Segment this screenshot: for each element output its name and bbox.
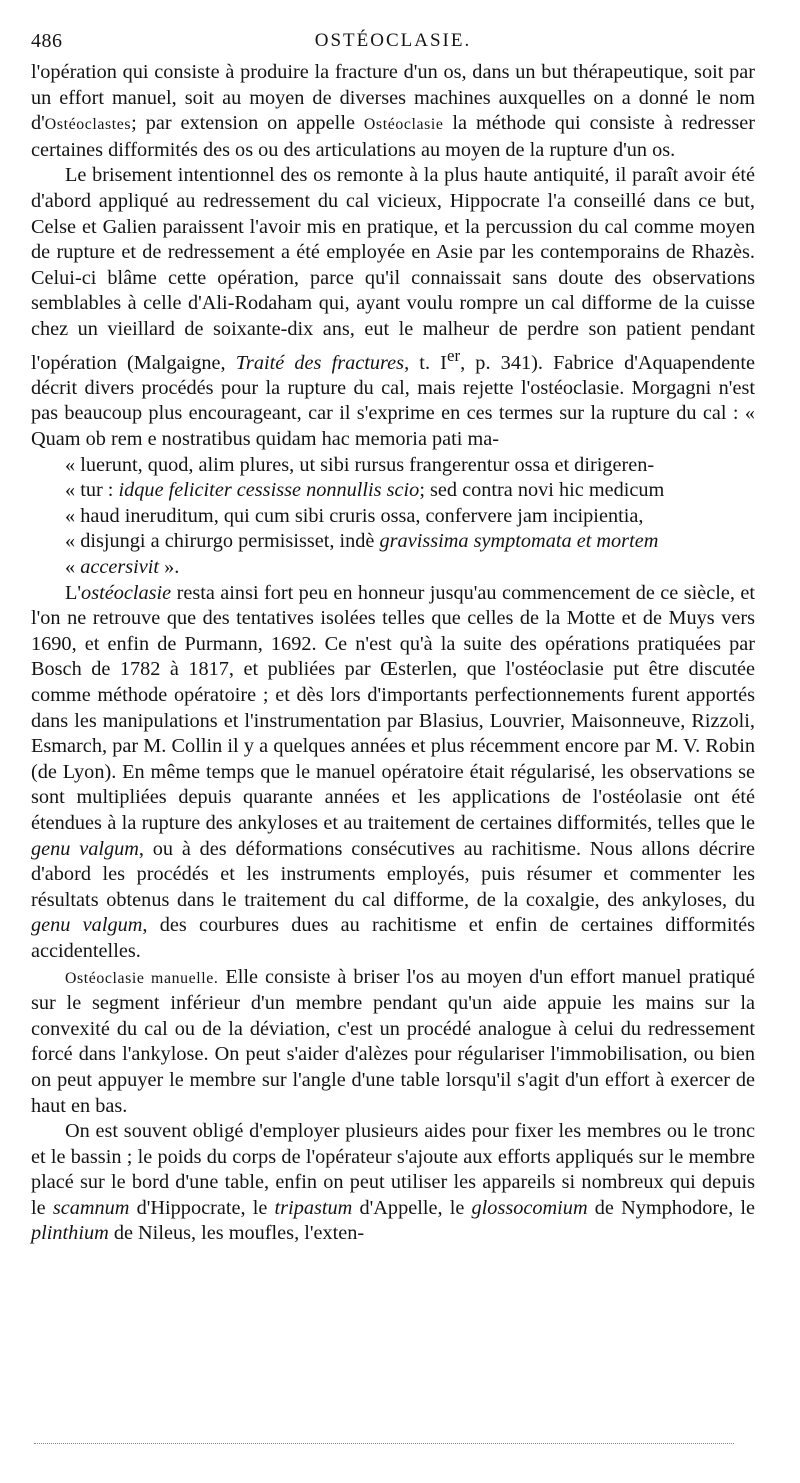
- text-run: l'opération qui consiste à produire la fracture d'un os, dans un but thérapeutique, soit par un effort manuel, soit au moyen de diverses machines auxquelles on a donné le nom d': [31, 61, 755, 135]
- paragraph-manual-method: [31, 965, 755, 1120]
- quote-line: « accersivit ».: [65, 556, 180, 579]
- page-number: 486: [31, 30, 63, 52]
- term-italic: genu valgum: [31, 837, 139, 860]
- term-italic: glossocomium: [471, 1196, 588, 1219]
- superscript: er: [446, 345, 461, 365]
- book-title: Traité des fractures: [235, 351, 405, 374]
- term-italic: ostéoclasie: [81, 581, 172, 604]
- quote-line: « haud ineruditum, qui cum sibi cruris ossa, confervere jam incipientia,: [65, 504, 644, 527]
- quote-line: « luerunt, quod, alim plures, ut sibi rursus frangerentur ossa et dirigeren-: [65, 453, 655, 476]
- quote-line: « tur : idque feliciter cessisse nonnullis scio; sed contra novi hic medicum: [65, 479, 665, 502]
- text-run: , t. I: [404, 351, 447, 374]
- text-run: la méthode qui consiste à redresser certaines difformités des os ou des articulations au moyen de la rupture d'un os.: [31, 112, 755, 161]
- text-run: L': [65, 581, 82, 604]
- paragraph-development: [31, 581, 755, 965]
- term-italic: plinthium: [31, 1222, 109, 1245]
- section-heading: Ostéoclasie manuelle.: [65, 969, 219, 987]
- quote-line: « disjungi a chirurgo permisisset, indè gravissima symptomata et mortem: [65, 530, 659, 553]
- text-run: d'Hippocrate, le: [129, 1196, 275, 1219]
- paragraph-history: [31, 163, 755, 580]
- text-run: resta ainsi fort peu en honneur jusqu'au commencement de ce siècle, et l'on ne retrouve que des tentatives isolées telles que celles de la Motte et de Muys vers 1690, et enfin de Purmann, 1692. Ce n'est qu'à la suite des opérations pratiquées par Bosch de 1782 à 1817, et publiées par Œsterlen, que l'ostéoclasie put être discutée comme méthode opératoire ; et dès lors d'importants perfectionnements furent apportés dans les manipulations et l'instrumentation par Blasius, Louvrier, Maisonneuve, Rizzoli, Esmarch, par M. Collin il y a quelques années et plus récemment encore par M. V. Robin (de Lyon). En même temps que le manuel opératoire était régularisé, les observations se sont multipliées depuis quarante années et les applications de l'ostéolasie ont été étendues à la rupture des ankyloses et au traitement de certaines difformités, telles que le: [31, 581, 755, 834]
- page-body: [31, 60, 755, 1247]
- text-run: , p. 341). Fabrice d'Aquapendente décrit divers procédés pour la rupture du cal, mais rejette l'ostéoclasie. Morgagni n'est pas beaucoup plus encourageant, car il s'exprime en ces termes sur la rupture du cal : « Quam ob rem e nostratibus quidam hac memoria pati ma-: [31, 351, 755, 451]
- text-run: Le brisement intentionnel des os remonte à la plus haute antiquité, il paraît avoir été d'abord appliqué au redressement du cal vicieux, Hippocrate l'a conseillé dans ce but, Celse et Galien paraissent l'avoir mis en pratique, et la percussion du cal comme moyen de rupture et de redressement a été employée en Asie par les contemporains de Rhazès. Celui-ci blâme cette opération, parce qu'il connaissait sans doute des observations semblables à celle d'Ali-Rodaham qui, ayant voulu rompre un cal difforme de la cuisse chez un vieillard de soixante-dix ans, eut le malheur de perdre son patient pendant l'opération (Malgaigne,: [31, 164, 755, 374]
- book-page: [31, 30, 755, 1247]
- paragraph-apparatus: [31, 1119, 755, 1247]
- term-italic: tripastum: [274, 1196, 353, 1219]
- text-run: de Nileus, les moufles, l'exten-: [108, 1222, 365, 1245]
- footer-rule: [34, 1443, 734, 1444]
- term-italic: genu valgum: [31, 914, 143, 937]
- text-run: Elle consiste à briser l'os au moyen d'un effort manuel pratiqué sur le segment inférieur d'un membre pendant qu'un aide appuie les mains sur la convexité du cal ou de la déviation, c'est un procédé analogue à celui du redressement forcé dans l'ankylose. On peut s'aider d'alèzes pour régulariser l'immobilisation, ou bien on peut appuyer le membre sur l'angle d'une table lorsqu'il s'agit d'un effort à exercer de haut en bas.: [31, 965, 755, 1117]
- running-title: OSTÉOCLASIE.: [314, 30, 472, 51]
- latin-italic: accersivit: [80, 556, 160, 579]
- paragraph-intro: [31, 60, 755, 163]
- page-header: [31, 30, 755, 60]
- term-small-caps: Ostéoclastes: [44, 116, 132, 134]
- text-run: On est souvent obligé d'employer plusieurs aides pour fixer les membres ou le tronc et le bassin ; le poids du corps de l'opérateur s'ajoute aux efforts appliqués sur le membre placé sur le bord d'une table, enfin on peut utiliser les appareils si nombreux qui depuis le: [31, 1120, 755, 1219]
- text-run: de Nymphodore, le: [587, 1196, 755, 1219]
- text-run: d'Appelle, le: [352, 1196, 472, 1219]
- text-run: , ou à des déformations consécutives au rachitisme. Nous allons décrire d'abord les procédés et les instruments employés, puis résumer et commenter les résultats obtenus dans le traitement du cal difforme, de la coxalgie, des ankyloses, du: [31, 837, 756, 911]
- term-small-caps: Ostéoclasie: [363, 116, 444, 134]
- latin-italic: gravissima symptomata et mortem: [379, 530, 659, 553]
- text-run: ; par extension on appelle: [131, 112, 364, 135]
- latin-italic: idque feliciter cessisse nonnullis scio: [118, 479, 420, 502]
- text-run: , des courbures dues au rachitisme et enfin de certaines difformités accidentelles.: [31, 914, 755, 962]
- term-italic: scamnum: [52, 1196, 130, 1219]
